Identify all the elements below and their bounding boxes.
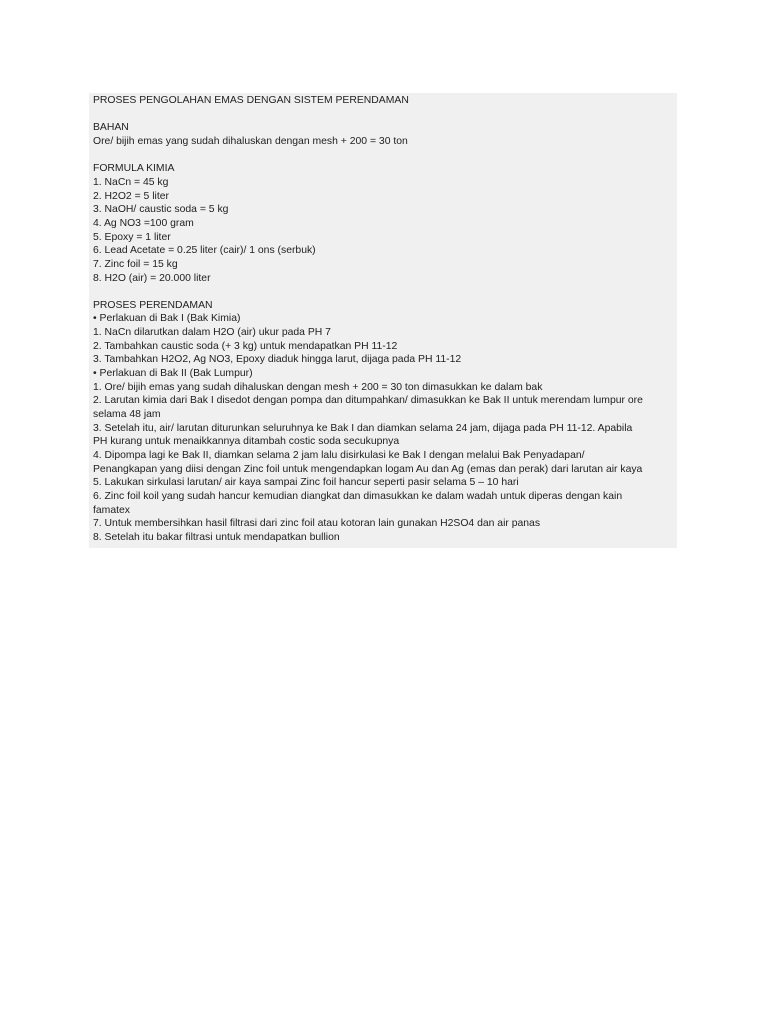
formula-heading: FORMULA KIMIA [93,163,175,175]
document-text-block [89,93,677,548]
blank-line [93,149,673,163]
proses-heading: PROSES PERENDAMAN [93,299,213,311]
bak2-step: 8. Setelah itu bakar filtrasi untuk mendapatkan bullion [93,531,340,543]
bak2-step: 3. Setelah itu, air/ larutan diturunkan seluruhnya ke Bak I dan diamkan selama 24 jam, dijaga pada PH 11-12. Apabila [93,422,633,434]
formula-item: 8. H2O (air) = 20.000 liter [93,272,211,284]
formula-item: 2. H2O2 = 5 liter [93,190,169,202]
bak1-label: • Perlakuan di Bak I (Bak Kimia) [93,313,241,325]
bahan-section [93,121,673,148]
bak2-step: 2. Larutan kimia dari Bak I disedot dengan pompa dan ditumpahkan/ dimasukkan ke Bak II untuk merendam lumpur ore [93,395,643,407]
proses-section [93,299,673,545]
bak1-step: 3. Tambahkan H2O2, Ag NO3, Epoxy diaduk hingga larut, dijaga pada PH 11-12 [93,354,462,366]
bak2-step: 5. Lakukan sirkulasi larutan/ air kaya sampai Zinc foil hancur seperti pasir selama 5 – 10 hari [93,477,519,489]
formula-item: 6. Lead Acetate = 0.25 liter (cair)/ 1 ons (serbuk) [93,245,316,257]
bahan-heading: BAHAN [93,122,129,134]
bak2-step: PH kurang untuk menaikkannya ditambah costic soda secukupnya [93,436,400,448]
formula-section [93,162,673,285]
bak1-step: 1. NaCn dilarutkan dalam H2O (air) ukur pada PH 7 [93,327,331,339]
bak2-step: selama 48 jam [93,409,161,421]
formula-item: 1. NaCn = 45 kg [93,176,169,188]
bak1-step: 2. Tambahkan caustic soda (+ 3 kg) untuk mendapatkan PH 11-12 [93,340,398,352]
bak2-step: 6. Zinc foil koil yang sudah hancur kemudian diangkat dan dimasukkan ke dalam wadah untuk diperas dengan kain [93,490,623,502]
bak2-step: Penangkapan yang diisi dengan Zinc foil untuk mengendapkan logam Au dan Ag (emas dan perak) dari larutan air kaya [93,463,643,475]
bak2-step: 1. Ore/ bijih emas yang sudah dihaluskan dengan mesh + 200 = 30 ton dimasukkan ke dalam bak [93,381,543,393]
formula-item: 7. Zinc foil = 15 kg [93,258,178,270]
blank-line [93,285,673,299]
formula-item: 3. NaOH/ caustic soda = 5 kg [93,204,229,216]
bak2-step: famatex [93,504,130,516]
blank-line [93,108,673,122]
formula-item: 5. Epoxy = 1 liter [93,231,171,243]
bak2-label: • Perlakuan di Bak II (Bak Lumpur) [93,368,253,380]
document-title: PROSES PENGOLAHAN EMAS DENGAN SISTEM PERENDAMAN [93,95,409,106]
formula-item: 4. Ag NO3 =100 gram [93,217,194,229]
bak2-step: 7. Untuk membersihkan hasil filtrasi dari zinc foil atau kotoran lain gunakan H2SO4 dan air panas [93,518,541,530]
bahan-text: Ore/ bijih emas yang sudah dihaluskan dengan mesh + 200 = 30 ton [93,135,408,147]
bak2-step: 4. Dipompa lagi ke Bak II, diamkan selama 2 jam lalu disirkulasi ke Bak I dengan melalui Bak Penyadapan/ [93,450,585,462]
